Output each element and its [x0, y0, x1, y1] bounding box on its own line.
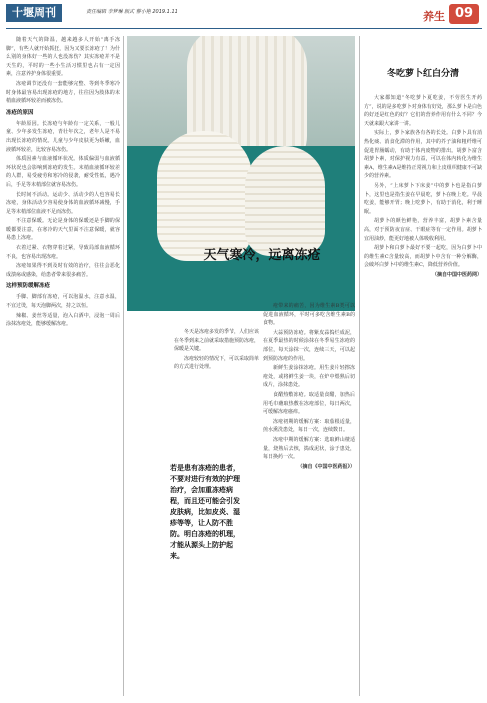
editor-credits: 责任编辑 李梦琳 版式 蔡小艳 2019.1.11 [86, 9, 178, 15]
paragraph: 长时间不活动。运动少、活动少的人也容易长冻疮，身体活动少容易使身体的血液循环减慢，手足等末梢部位血液不足而冻伤。 [6, 191, 120, 215]
paragraph: 大家都知道“冬吃萝卜夏吃姜，不劳医生开药方”，说的是多吃萝卜对身体有好处，那么萝卜是白色的好还是红色的好？它们的营养作用有什么不同？今天就来跟大家讲一讲。 [364, 95, 482, 127]
paragraph: 随着天气的降温，越来越多人开始“离手冻脚”，有些人就开始抓狂，因为又要长冻疮了！为什么别的身体好一些的人也没冻伤？其实冻疮并不是天生的，平时的一些小生活习惯里也占有一定因素，注意养护身体很重要。 [6, 37, 120, 78]
article-column-2 [174, 328, 259, 438]
paragraph: 体质因素与血液循环状况。体质偏弱与血液循环状况也会影响到冻疮的发生。末梢血液循环较差的人群，易受疲劳和寒冷的侵袭，耐受性低，遇冷后，手足等末梢部位就容易冻伤。 [6, 156, 120, 188]
paragraph: 冬天是冻疮多发的季节，人们应该在冬季到来之前就采取措施预防冻疮，保暖是关键。 [174, 329, 259, 353]
paragraph: 衣着过紧、衣物穿着过紧，导致局部血液循环不良，也容易出现冻疮。 [6, 245, 120, 260]
header-rule [6, 28, 482, 29]
paragraph: 胡萝卜和白萝卜最好不要一起吃，因为白萝卜中的维生素C含量较高，而胡萝卜中含有一种分解酶，会破坏白萝卜中的维生素C，降低营养价值。 [364, 245, 482, 269]
paragraph: 实际上，萝卜家族各有各的长处。白萝卜具有消热化痰、消食化滞的作用，其中的芥子油和粗纤维可促进胃肠蠕动，有助于体内废物的排出。胡萝卜富含胡萝卜素，对保护视力有益，可以在体内转化为维生素A，维生素A是维持正常视力和上皮组织健康不可缺少的营养素。 [364, 130, 482, 180]
knit-mitten-right [245, 146, 325, 256]
article-column-3 [263, 302, 355, 694]
paragraph: 食醋热敷冻疮。取适量食醋，加热后用毛巾蘸取热敷在冻疮部位，每日两次，可缓解冻疮瘙痒。 [263, 391, 355, 416]
paragraph: 大蒜预防冻疮。将紫皮蒜捣烂成泥，在夏季最热的时候涂抹在冬季易生冻疮的部位，每天涂抹一次，连续三天，可以起到预防冻疮的作用。 [263, 329, 355, 362]
paragraph: 冻疮初期的缓解方案：取茄根适量，煎水熏洗患处，每日一次，连续数日。 [263, 418, 355, 434]
knit-mitten-left [157, 131, 252, 261]
paragraph: 不注意保暖。无论是身体的保暖还是手脚的保暖都要注意，在寒冷的天气里面不注意保暖，就容易患上冻疮。 [6, 218, 120, 242]
paragraph: 辣椒、姜丝等适量，泡入白酒中，浸泡一周后涂抹冻疮处，能够缓解冻疮。 [6, 312, 120, 328]
paragraph: 疮带来的痛苦，因为维生素B类可以促进血液循环，平时可多吃含维生素B的食物。 [263, 303, 355, 327]
paragraph: 胡萝卜的颜色鲜艳，营养丰富，胡萝卜素含量高，对于预防夜盲症、干眼症等有一定作用。胡萝卜宜用油炒，能更好地被人体吸收利用。 [364, 218, 482, 242]
paragraph: 新鲜生姜涂抹冻疮。用生姜片轻擦冻疮处，或将鲜生姜一块，在炉中煨熟后切成片，涂抹患处。 [263, 365, 355, 389]
paragraph: 冻疮中期的缓解方案：选取鲜山楂适量，烧熟后去核，捣成泥状，涂于患处，每日换药一次。 [263, 436, 355, 461]
source-credit: （摘自《中国中医药报》） [297, 463, 355, 470]
masthead: 十堰周刊 [6, 4, 62, 22]
paragraph: 冻疮如果得不到及时有效的治疗，往往会恶化成溃疡或感染，给患者带来很多痛苦。 [6, 263, 120, 278]
pull-quote: 若是患有冻疮的患者，不要对进行有效的护理治疗，会加重冻疮病程，而且还可能会引发皮肤病，比如皮炎、湿疹等等，让人防不胜防。明白冻疮的机理，才能从源头上防护起来。 [170, 463, 240, 560]
paragraph: 另外，“上床萝卜下床姜”中的萝卜也是指白萝卜，这里也是指生姜在早晨吃，萝卜在晚上吃。早晨吃姜，能够开胃；晚上吃萝卜，有助于消化，利于睡眠。 [364, 182, 482, 215]
winter-mittens-photo [127, 36, 355, 311]
article-headline: 天气寒冷，远离冻疮 [203, 248, 321, 263]
column-divider [359, 36, 360, 696]
page-header [0, 0, 487, 28]
paragraph: 冻疮调节还没有一套能够完整、等到冬季寒冷时身体最容易出现冻疮的地方，往往因为肢体的末梢血液循环较差而被冻伤。 [6, 80, 120, 105]
article-column-1 [6, 36, 120, 696]
subheading: 冻疮的原因 [6, 109, 34, 116]
page-number-badge: 09 [449, 4, 479, 24]
section-title: 养生 [423, 10, 445, 23]
paragraph: 手脚、脚部有冻疮，可以泡温水，注意水温，不宜过烫，每天泡脚两次，持之以恒。 [6, 294, 120, 310]
source-credit: （摘自中国中医药网） [431, 271, 482, 278]
subheading: 这样预防缓解冻疮 [6, 283, 51, 290]
paragraph: 冻疮较轻的情况下，可以采取简单的方式进行处理。 [174, 355, 259, 371]
sidebar-article [364, 94, 482, 694]
sidebar-title: 冬吃萝卜红白分清 [386, 69, 459, 79]
paragraph: 年龄原因。长冻疮与年龄有一定关系，一般儿童、少年多发生冻疮，青壮年次之，老年人是不易出现长冻疮的情况。儿童与少年皮肤更为娇嫩，血液循环较差，比较容易冻伤。 [6, 120, 120, 153]
column-divider [123, 36, 124, 696]
